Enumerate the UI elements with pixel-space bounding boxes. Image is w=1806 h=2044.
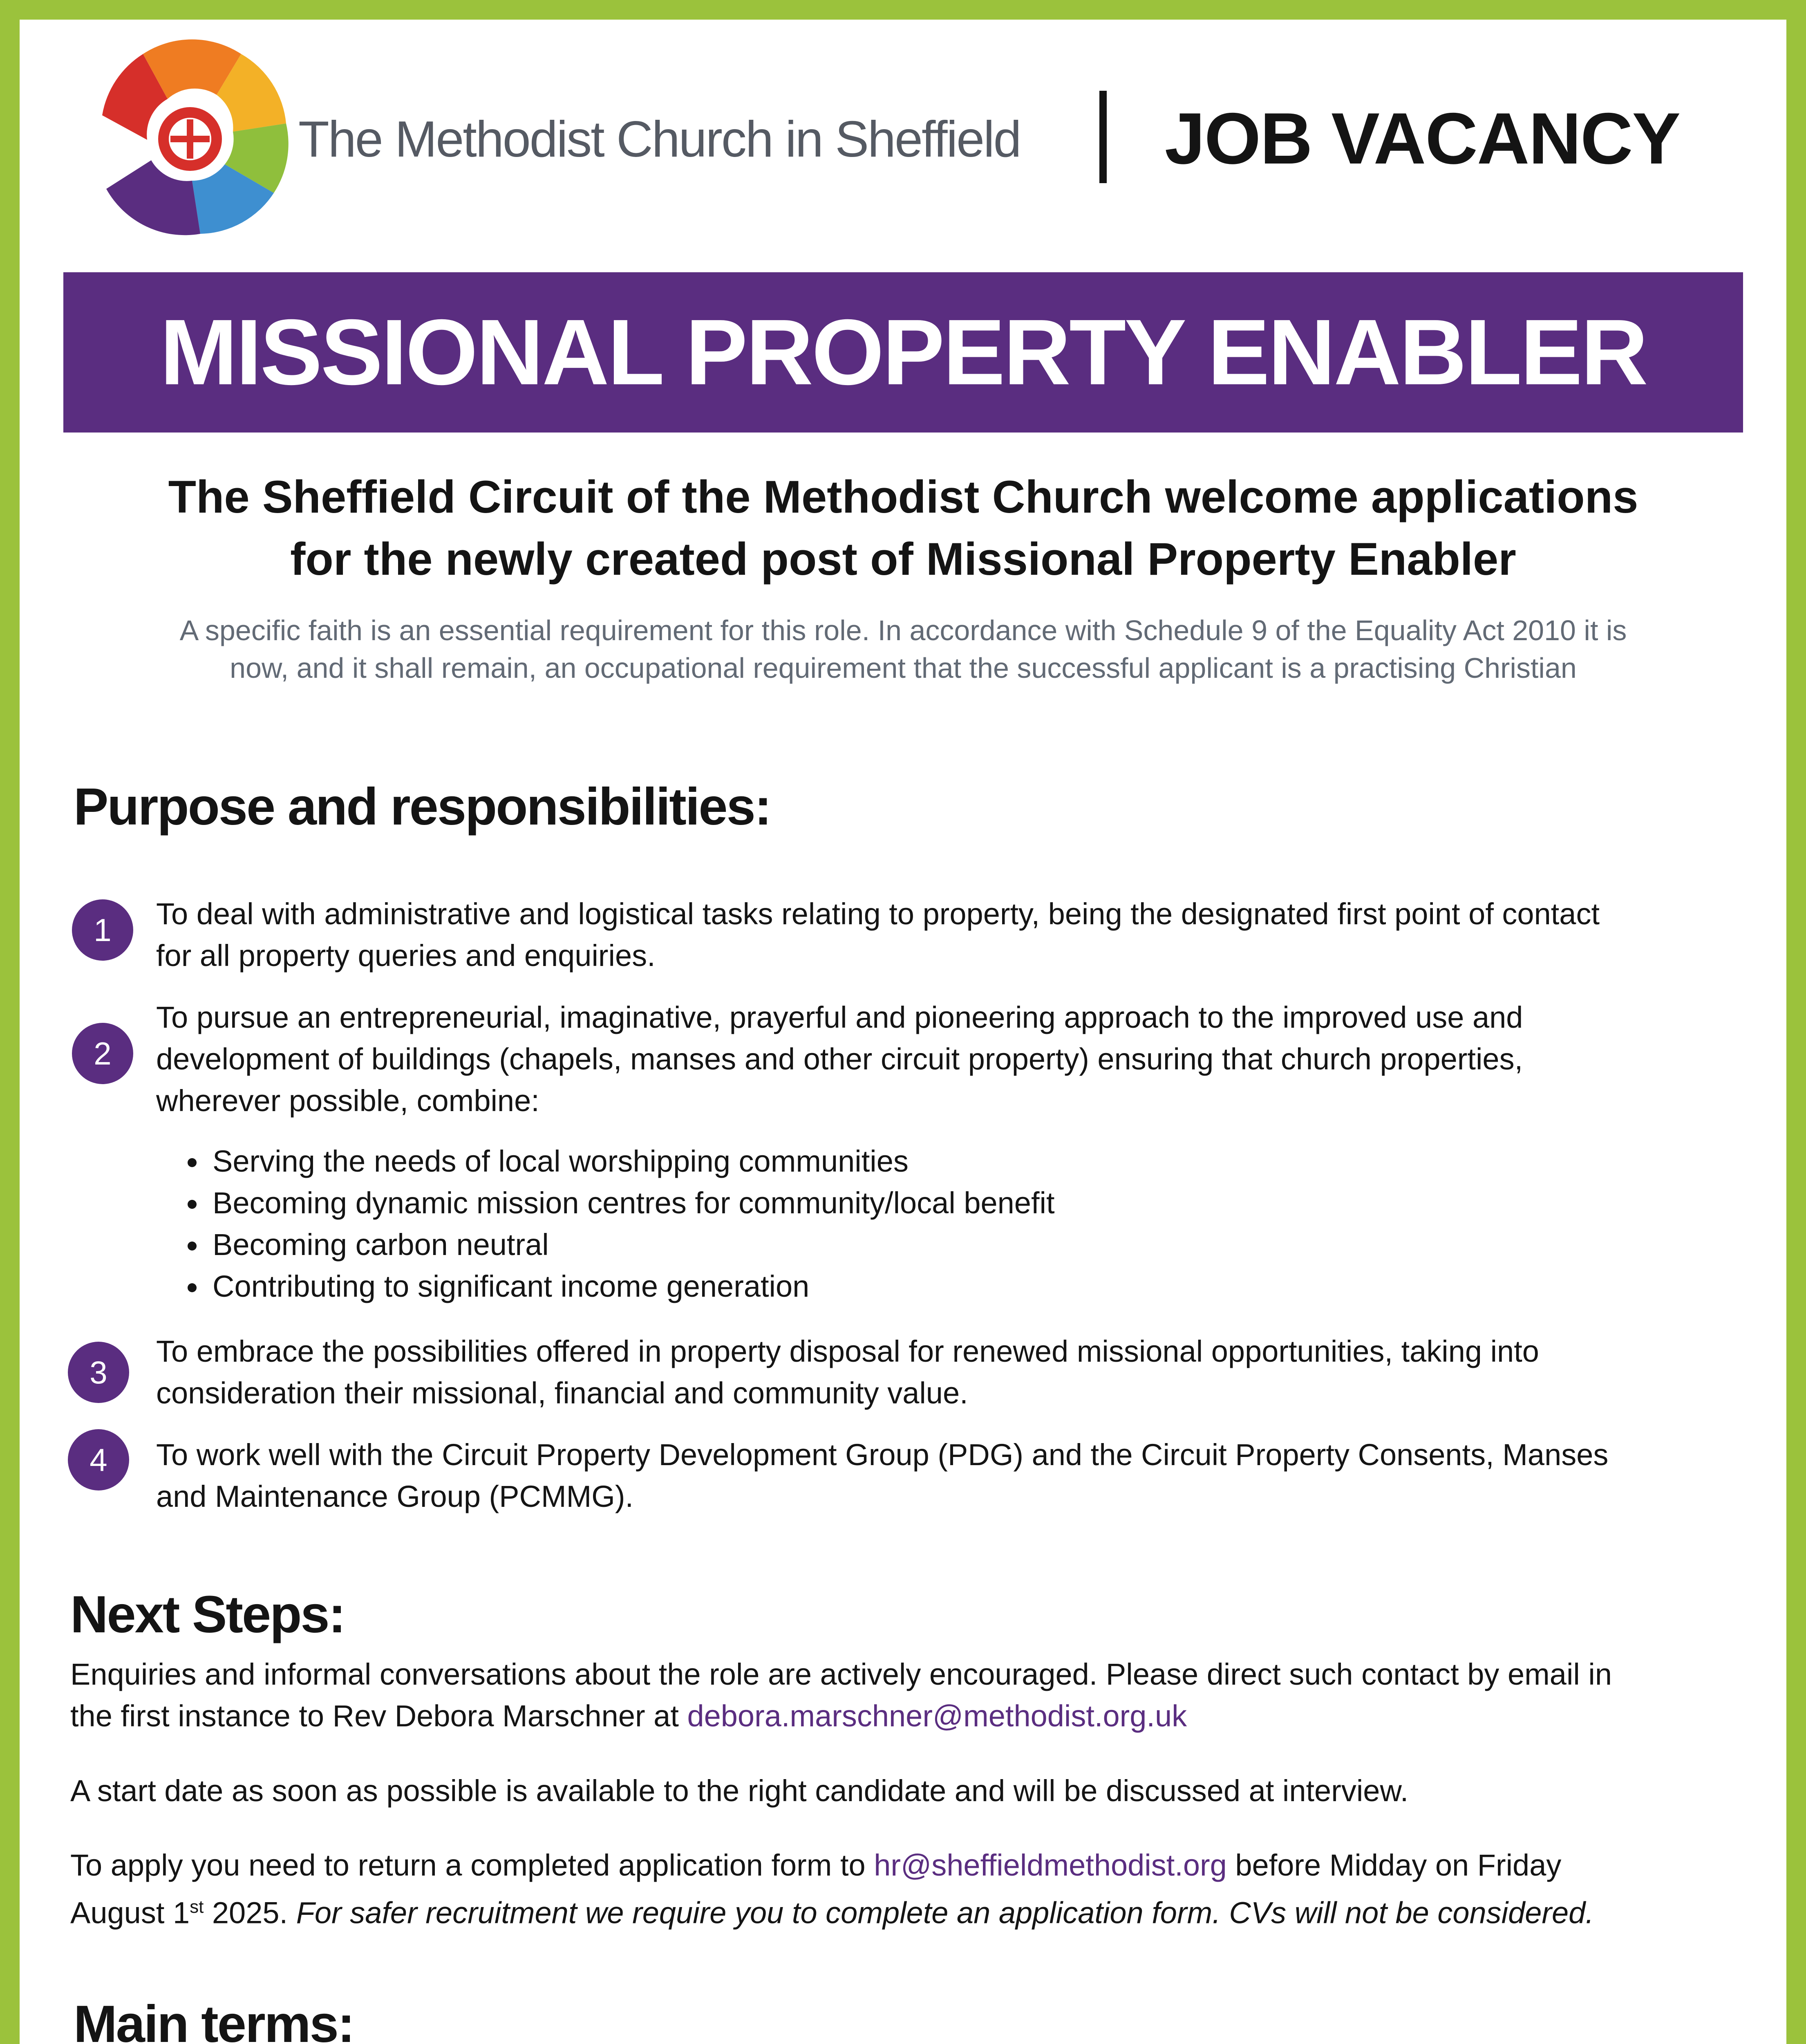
deadline-ordinal: st [190,1897,204,1917]
item-line: To deal with administrative and logistical tasks relating to property, being the designated first point of contact [156,897,1600,931]
deadline-date: August 1 [70,1896,190,1930]
enquiries-line-2 [70,1695,1750,1737]
start-date-paragraph: A start date as soon as possible is available to the right candidate and will be discussed at interview. [70,1774,1409,1808]
item-line: To embrace the possibilities offered in property disposal for renewed missional opportunities, taking into [156,1334,1539,1368]
bullet-item: • Contributing to significant income generation [208,1266,1721,1307]
item-line: development of buildings (chapels, manses and other circuit property) ensuring that church properties, [156,1042,1523,1076]
item-line: consideration their missional, financial and community value. [156,1376,968,1410]
responsibility-item-4 [156,1434,1750,1517]
item-number-1: 1 [72,899,133,961]
intro-statement [61,466,1745,590]
item-number-4: 4 [68,1429,129,1490]
enquiries-paragraph [70,1654,1750,1737]
main-terms-heading: Main terms: [74,1995,354,2044]
job-vacancy-label: JOB VACANCY [1164,98,1680,179]
item-number-3: 3 [68,1342,129,1403]
item-line: To pursue an entrepreneurial, imaginative, prayerful and pioneering approach to the improved use and [156,1000,1523,1034]
apply-prefix: To apply you need to return a completed application form to [70,1848,874,1882]
intro-line: for the newly created post of Missional Property Enabler [290,533,1516,585]
item-line: for all property queries and enquiries. [156,939,656,973]
methodist-logo-icon [82,38,294,242]
bullet-item: • Becoming carbon neutral [208,1224,1721,1266]
contact-email-link[interactable]: debora.marschner@methodist.org.uk [687,1699,1187,1733]
deadline-line [70,1886,1750,1934]
safer-recruitment-note: For safer recruitment we require you to complete an application form. CVs will not be considered. [296,1896,1594,1930]
next-steps-heading: Next Steps: [70,1585,345,1644]
item-number-2: 2 [72,1023,133,1084]
responsibility-item-3 [156,1331,1750,1414]
purpose-heading: Purpose and responsibilities: [74,778,771,836]
org-name: The Methodist Church in Sheffield [298,111,1020,168]
apply-suffix: before Midday on Friday [1226,1848,1562,1882]
intro-line: The Sheffield Circuit of the Methodist Church welcome applications [168,471,1638,522]
bullet-item: • Serving the needs of local worshipping communities [208,1141,1721,1182]
title-banner [63,272,1743,433]
requirement-line: A specific faith is an essential requirement for this role. In accordance with Schedule 9 of the Equality Act 2010 it is [179,614,1627,646]
apply-paragraph [70,1845,1750,1934]
bullet-item: • Becoming dynamic mission centres for community/local benefit [208,1182,1721,1224]
apply-email-link[interactable]: hr@sheffieldmethodist.org [874,1848,1227,1882]
responsibility-item-1 [156,893,1750,977]
job-title: MISSIONAL PROPERTY ENABLER [160,300,1647,404]
responsibility-item-2 [156,997,1750,1122]
apply-line [70,1845,1750,1886]
deadline-year: 2025. [204,1896,296,1930]
header-divider [1099,91,1107,183]
enquiries-text: the first instance to Rev Debora Marschner at [70,1699,687,1733]
occupational-requirement [61,612,1745,687]
item-line: To work well with the Circuit Property Development Group (PDG) and the Circuit Property Consents, Manses [156,1438,1609,1472]
item-line: wherever possible, combine: [156,1084,539,1118]
enquiries-line: Enquiries and informal conversations about the role are actively encouraged. Please direct such contact by email in [70,1657,1612,1691]
requirement-line: now, and it shall remain, an occupational requirement that the successful applicant is a practising Christian [230,652,1577,684]
item-line: and Maintenance Group (PCMMG). [156,1479,634,1513]
combine-bullet-list [180,1141,1721,1307]
